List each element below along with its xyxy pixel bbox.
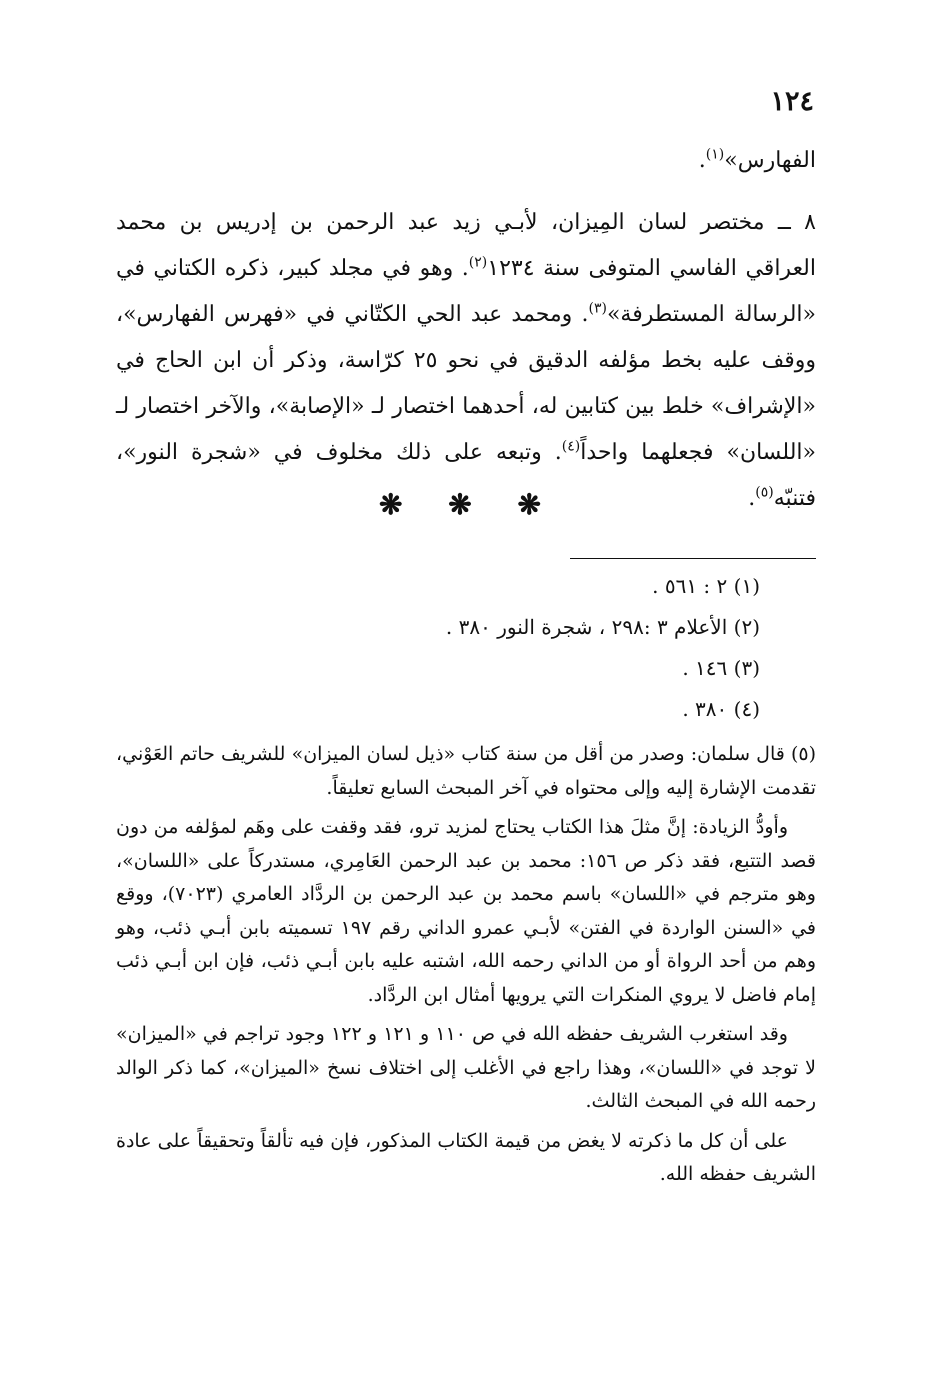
entry-part-4: . وتبعه على ذلك مخلوف في «شجرة النور»، فتنبّه [116,440,816,511]
footnote-ref-5: (٥) [755,484,774,501]
footnote-5-para-4: على أن كل ما ذكرته لا يغض من قيمة الكتاب المذكور، فإن فيه تألقاً وتحقيقاً على عادة الشريف حفظه الله. [116,1129,816,1185]
footnote-ref-1: (١) [705,146,725,163]
footnote-separator [570,558,816,559]
entry-part-5: . [748,486,756,511]
footnote-ref-3: (٣) [588,300,607,317]
entry-part-2: . وهو في مجلد كبير، ذكره الكتاني في «الرسالة المستطرفة» [116,256,816,327]
footnote-3: (٣) ١٤٦ . [682,656,760,680]
entry-part-1: ٨ ــ مختصر لسان المِيزان، لأبـي زيد عبد الرحمن بن إدريس بن محمد العراقي الفاسي المتوفى سنة ١٢٣٤ [116,210,816,281]
footnote-5 [116,738,816,1198]
footnote-2: (٢) الأعلام ٣ :٢٩٨ ، شجرة النور ٣٨٠ . [445,615,760,639]
footnote-ref-2: (٢) [468,254,488,271]
footnote-5-para-1: (٥) قال سلمان: وصدر من أقل من سنة كتاب «ذيل لسان الميزان» للشريف حاتم العَوْني، تقدمت الإشارة إليه وإلى محتواه في آخر المبحث السابع تعليقاً. [116,743,816,799]
footnote-4: (٤) ٣٨٠ . [682,697,760,721]
continuation-tail: . [698,148,706,173]
continuation-text: الفهارس» [724,148,816,173]
footnotes-list [200,566,760,730]
page-number: ١٢٤ [770,86,814,117]
footnote-5-para-3: وقد استغرب الشريف حفظه الله في ص ١١٠ و ١٢١ و ١٢٢ وجود تراجم في «الميزان» لا توجد في «اللسان»، وهذا راجع في الأغلب إلى اختلاف نسخ «الميزان»، كما ذكر الوالد رحمه الله في المبحث الثالث. [116,1023,816,1112]
section-divider-stars: ❋ ❋ ❋ [379,488,559,521]
footnote-1: (١) ٢ : ٥٦١ . [652,574,760,598]
entry-paragraph [116,200,816,522]
continuation-line [116,138,816,184]
footnote-ref-4: (٤) [561,438,581,455]
footnote-5-para-2: وأودُّ الزيادة: إنَّ مثلَ هذا الكتاب يحتاج لمزيد ترو، فقد وقفت على وهَم لمؤلفه من دون قصد التتبع، فقد ذكر ص ١٥٦: محمد بن عبد الرحمن العَامِري، مستدركاً على «اللسان»، وهو مترجم في «اللسان» باسم محمد بن عبد الرحمن بن الردَّاد العامري (٧٠٢٣)، ووقع في «السنن الواردة في الفتن» لأبـي عمرو الداني رقم ١٩٧ تسميته بابن أبـي ذئب، وهو وهم من أحد الرواة أو من الداني رحمه الله، اشتبه عليه بابن أبـي ذئب، فإن ابن أبـي ذئب إمام فاضل لا يروي المنكرات التي يرويها أمثال ابن الردَّاد. [116,816,816,1006]
entry-part-3: . ومحمد عبد الحي الكتّاني في «فهرس الفهارس»، ووقف عليه بخط مؤلفه الدقيق في نحو ٢٥ كرّاسة، وذكر أن ابن الحاج في «الإشراف» خلط بين كتابين له، أحدهما اختصار لـ «الإصابة»، والآخر اختصار لـ «اللسان» فجعلهما واحداً [116,302,816,465]
